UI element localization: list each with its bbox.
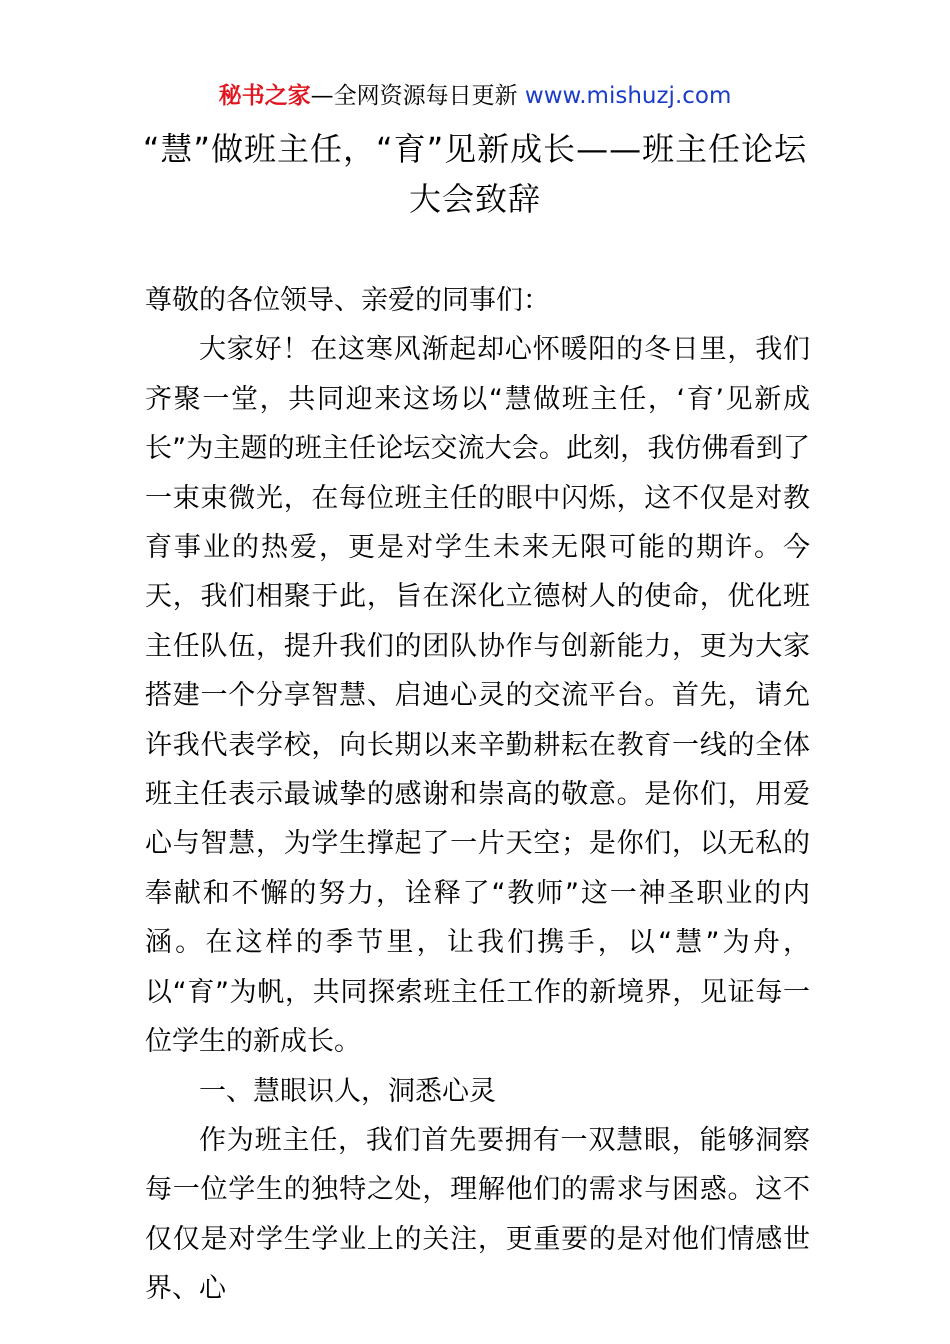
- salutation: 尊敬的各位领导、亲爱的同事们：: [145, 285, 550, 316]
- paragraph-opening: 大家好！在这寒风渐起却心怀暖阳的冬日里，我们齐聚一堂，共同迎来这场以“慧做班主任，‘育’见新成长”为主题的班主任论坛交流大会。此刻，我仿佛看到了一束束微光，在每位班主任的眼中闪烁，这不仅是对教育事业的热爱，更是对学生未来无限可能的期许。今天，我们相聚于此，旨在深化立德树人的使命，优化班主任队伍，提升我们的团队协作与创新能力，更为大家搭建一个分享智慧、启迪心灵的交流平台。首先，请允许我代表学校，向长期以来辛勤耕耘在教育一线的全体班主任表示最诚挚的感谢和崇高的敬意。是你们，用爱心与智慧，为学生撑起了一片天空；是你们，以无私的奉献和不懈的努力，诠释了“教师”这一神圣职业的内涵。在这样的季节里，让我们携手，以“慧”为舟，以“育”为帆，共同探索班主任工作的新境界，见证每一位学生的新成长。: [145, 334, 810, 1058]
- section-heading: 一、慧眼识人，洞悉心灵: [199, 1075, 496, 1107]
- document-body: [145, 276, 810, 1314]
- site-header: [0, 80, 950, 112]
- paragraph-section-one: 作为班主任，我们首先要拥有一双慧眼，能够洞察每一位学生的独特之处，理解他们的需求与困惑。这不仅仅是对学生学业上的关注，更重要的是对他们情感世界、心: [145, 1124, 810, 1305]
- site-tagline: —全网资源每日更新: [310, 83, 525, 109]
- brand-name: 秘书之家: [218, 83, 311, 109]
- document-title: “慧”做班主任，“育”见新成长——班主任论坛大会致辞: [142, 130, 808, 218]
- site-url-link[interactable]: www.mishuzj.com: [524, 83, 732, 109]
